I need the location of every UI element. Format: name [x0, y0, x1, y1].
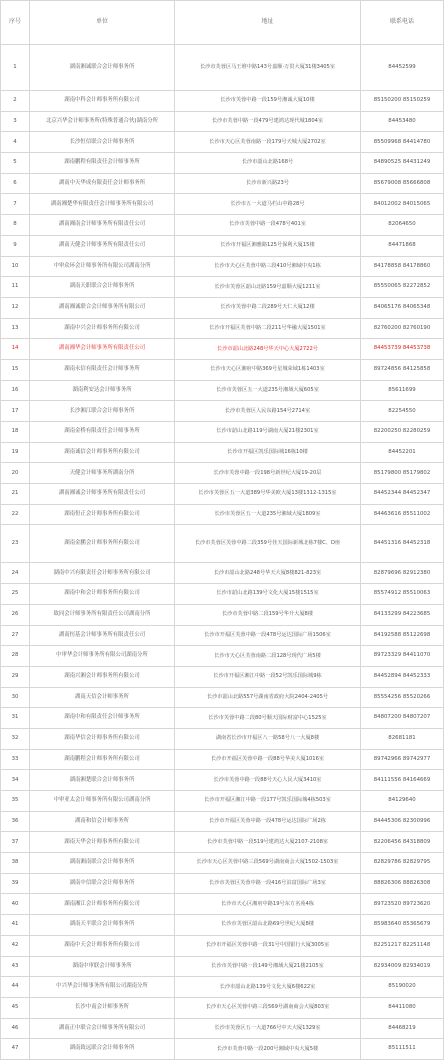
row-index: 44 — [1, 977, 30, 998]
row-address: 长沙市天心区芙蓉南路一段179号天城大厦2702室 — [175, 132, 361, 153]
row-index: 28 — [1, 646, 30, 667]
row-phone: 84111556 84164669 — [361, 770, 444, 791]
table-row — [1, 173, 444, 194]
row-address: 长沙市韶山北路119号湖南大厦21楼2301室 — [175, 422, 361, 443]
row-index: 15 — [1, 359, 30, 380]
table-row — [1, 91, 444, 112]
table-row — [1, 977, 444, 998]
row-phone: 84133299 84223685 — [361, 604, 444, 625]
table-row — [1, 563, 444, 584]
row-address: 长沙市韶山北路139号文化大厦6楼622室 — [175, 977, 361, 998]
row-address: 长沙市天心区湘府中路369号星城荣域1栋1403室 — [175, 359, 361, 380]
table-row — [1, 525, 444, 563]
row-index: 33 — [1, 749, 30, 770]
row-unit-name: 湖南鹏程有限责任会计师事务所 — [30, 153, 175, 174]
row-address: 长沙市芙蓉区五一大道389号华美欧大厦13楼1312-1315室 — [175, 484, 361, 505]
row-unit-name: 湖南天职联合会计师事务所 — [30, 277, 175, 298]
table-row — [1, 915, 444, 936]
row-index: 17 — [1, 401, 30, 422]
row-address: 长沙市天心区湘府中路19号东方名苑4栋 — [175, 894, 361, 915]
row-index: 14 — [1, 339, 30, 360]
row-index: 32 — [1, 728, 30, 749]
row-unit-name: 长沙恒信联合会计师事务所 — [30, 132, 175, 153]
row-index: 31 — [1, 708, 30, 729]
row-unit-name: 湖南鹏程会计师事务所有限公司 — [30, 749, 175, 770]
table-row — [1, 277, 444, 298]
row-index: 34 — [1, 770, 30, 791]
row-phone: 84452894 84452333 — [361, 666, 444, 687]
table-row — [1, 625, 444, 646]
table-row — [1, 442, 444, 463]
table-row — [1, 256, 444, 277]
row-index: 7 — [1, 194, 30, 215]
row-phone: 85190020 — [361, 977, 444, 998]
table-row — [1, 687, 444, 708]
row-phone: 85509968 84414780 — [361, 132, 444, 153]
row-index: 45 — [1, 997, 30, 1018]
row-address: 长沙市开福区湘江中路一段52号凯乐国际城9栋 — [175, 666, 361, 687]
row-index: 30 — [1, 687, 30, 708]
row-unit-name: 中审众环会计师事务所有限公司湖南分所 — [30, 256, 175, 277]
row-index: 36 — [1, 811, 30, 832]
row-address: 长沙市芙蓉中路一段479号建鸿达现代城1804室 — [175, 111, 361, 132]
row-unit-name: 湖南湘南会计师事务所有限责任公司 — [30, 215, 175, 236]
row-address: 长沙市开福区凯乐国际城16栋10楼 — [175, 442, 361, 463]
table-row — [1, 873, 444, 894]
row-address: 长沙市芙蓉中路一段88号天心人民大厦3410室 — [175, 770, 361, 791]
table-row — [1, 235, 444, 256]
row-index: 10 — [1, 256, 30, 277]
row-index: 4 — [1, 132, 30, 153]
row-index: 18 — [1, 422, 30, 443]
row-unit-name: 湖南湘南联合会计师事务所 — [30, 853, 175, 874]
row-unit-name: 湖南天信会计师事务所 — [30, 687, 175, 708]
header-unit: 单位 — [30, 1, 175, 45]
row-unit-name: 湖南中审联会计师事务所 — [30, 956, 175, 977]
row-phone: 84451316 84452318 — [361, 525, 444, 563]
row-phone: 82681181 — [361, 728, 444, 749]
row-index: 37 — [1, 832, 30, 853]
row-phone: 82879696 82912380 — [361, 563, 444, 584]
row-unit-name: 湖南金桥有限责任会计师事务所 — [30, 422, 175, 443]
row-phone: 84453739 84453738 — [361, 339, 444, 360]
row-phone: 85574912 85510063 — [361, 584, 444, 605]
table-row — [1, 504, 444, 525]
row-phone: 82200250 82280259 — [361, 422, 444, 443]
row-address: 长沙市开福区芙蓉中路一段31号中国银行大厦3005室 — [175, 935, 361, 956]
row-index: 42 — [1, 935, 30, 956]
row-index: 29 — [1, 666, 30, 687]
row-address: 长沙市开福区芙蓉中路一段478号运达国际广场2栋 — [175, 811, 361, 832]
row-unit-name: 湖南湘华会计师事务所有限责任公司 — [30, 339, 175, 360]
row-phone: 85983640 85365679 — [361, 915, 444, 936]
row-unit-name: 湖南湘诚会计师事务所有限责任公司 — [30, 484, 175, 505]
row-phone: 84468219 — [361, 1018, 444, 1039]
table-row — [1, 45, 444, 91]
row-phone: 84807200 84807207 — [361, 708, 444, 729]
row-address: 长沙市芙蓉区五一大道766号中天大厦1329室 — [175, 1018, 361, 1039]
row-phone: 84178858 84178860 — [361, 256, 444, 277]
row-index: 19 — [1, 442, 30, 463]
row-phone: 85179800 85179802 — [361, 463, 444, 484]
row-address: 长沙市天心区芙蓉南路二段128号现代广场5楼 — [175, 646, 361, 667]
table-row — [1, 422, 444, 443]
row-index: 47 — [1, 1039, 30, 1060]
row-index: 20 — [1, 463, 30, 484]
table-row — [1, 853, 444, 874]
row-unit-name: 湖南中兴有限责任会计师事务所有限公司 — [30, 563, 175, 584]
row-unit-name: 湖南中天华成有限责任会计师事务所 — [30, 173, 175, 194]
row-index: 13 — [1, 318, 30, 339]
row-address: 长沙市芙蓉区人民东路154号2714室 — [175, 401, 361, 422]
row-address: 长沙市芙蓉区韶山北路159号嘉顺大厦1211室 — [175, 277, 361, 298]
row-unit-name: 湖南和信会计师事务所 — [30, 811, 175, 832]
row-unit-name: 天健会计师事务所湖南分所 — [30, 463, 175, 484]
row-phone: 84192588 85122698 — [361, 625, 444, 646]
row-index: 40 — [1, 894, 30, 915]
row-index: 2 — [1, 91, 30, 112]
row-address: 长沙市芙蓉中路二段80号顺天国际财富中心1525室 — [175, 708, 361, 729]
table-row — [1, 359, 444, 380]
table-row — [1, 297, 444, 318]
row-unit-name: 湖南湘诚联合会计师事务所有限公司 — [30, 297, 175, 318]
row-phone: 84065176 84065348 — [361, 297, 444, 318]
row-index: 8 — [1, 215, 30, 236]
table-row — [1, 728, 444, 749]
row-index: 3 — [1, 111, 30, 132]
row-unit-name: 湖南正中联合会计师事务所有限公司 — [30, 1018, 175, 1039]
table-row — [1, 1018, 444, 1039]
row-index: 1 — [1, 45, 30, 91]
row-phone: 85111511 — [361, 1039, 444, 1060]
row-phone: 84129640 — [361, 791, 444, 812]
table-row — [1, 791, 444, 812]
table-row — [1, 153, 444, 174]
row-phone: 82254550 — [361, 401, 444, 422]
row-phone: 85150200 85150259 — [361, 91, 444, 112]
row-address: 长沙市芙蓉中路一段519号建鸿达大厦2107-2108室 — [175, 832, 361, 853]
row-phone: 82064650 — [361, 215, 444, 236]
row-address: 长沙市芙蓉中路一段159号湘诚大厦10楼 — [175, 91, 361, 112]
row-index: 11 — [1, 277, 30, 298]
row-address: 长沙市新兴路23号 — [175, 173, 361, 194]
row-unit-name: 湖南天华会计师事务所有限公司 — [30, 832, 175, 853]
row-index: 16 — [1, 380, 30, 401]
row-address: 长沙市芙蓉区芙蓉中路一段416号泊富国际广场3室 — [175, 873, 361, 894]
row-index: 12 — [1, 297, 30, 318]
row-address: 长沙市韶山北路557号湖南省政府大院2404-2405号 — [175, 687, 361, 708]
row-address: 长沙市芙蓉中路二段289号天仁大厦12楼 — [175, 297, 361, 318]
row-index: 5 — [1, 153, 30, 174]
row-address: 长沙市天心区芙蓉中路三段410号湘域中央1栋 — [175, 256, 361, 277]
row-address: 长沙市天心区芙蓉中路三段569号湖南商会大厦803室 — [175, 997, 361, 1018]
row-index: 38 — [1, 853, 30, 874]
row-unit-name: 致同会计师事务所有限责任公司湖南分所 — [30, 604, 175, 625]
row-index: 23 — [1, 525, 30, 563]
row-index: 26 — [1, 604, 30, 625]
row-address: 长沙市开福区芙蓉中路二段211号华融大厦1501室 — [175, 318, 361, 339]
table-header-row — [1, 1, 444, 45]
table-row — [1, 111, 444, 132]
row-unit-name: 湖南华信会计师事务所有限公司 — [30, 728, 175, 749]
header-address: 地址 — [175, 1, 361, 45]
row-unit-name: 湖南湘楚华有限责任会计师事务所有限公司 — [30, 194, 175, 215]
row-unit-name: 湖南恒正会计师事务所有限公司 — [30, 504, 175, 525]
row-address: 长沙市芙蓉中路一段200号湘域中央大厦5楼 — [175, 1039, 361, 1060]
row-phone: 84453480 — [361, 111, 444, 132]
row-index: 35 — [1, 791, 30, 812]
row-address: 长沙市五一大道马栏山中路28号 — [175, 194, 361, 215]
row-phone: 85550065 82272852 — [361, 277, 444, 298]
row-unit-name: 湖南利安达会计师事务所 — [30, 380, 175, 401]
row-phone: 88826306 88826308 — [361, 873, 444, 894]
row-unit-name: 湖南兴湘会计师事务所有限公司 — [30, 666, 175, 687]
row-unit-name: 长沙湘江联合会计师事务所 — [30, 401, 175, 422]
row-phone: 84452201 — [361, 442, 444, 463]
row-address: 长沙市开福区湘江中路一段177号凯乐国际城4栋503室 — [175, 791, 361, 812]
row-unit-name: 湖南天健会计师事务所有限责任公司 — [30, 235, 175, 256]
row-phone: 85611699 — [361, 380, 444, 401]
row-unit-name: 长沙中南会计师事务所 — [30, 997, 175, 1018]
row-unit-name: 湖南诚信会计师事务所有限公司 — [30, 442, 175, 463]
table-row — [1, 894, 444, 915]
row-phone: 84463616 85511002 — [361, 504, 444, 525]
row-phone: 82206456 84318809 — [361, 832, 444, 853]
row-unit-name: 北京兴华会计师事务所(特殊普通合伙)湖南分所 — [30, 111, 175, 132]
row-unit-name: 湖南湘楚联合会计师事务所 — [30, 770, 175, 791]
row-address: 长沙市芙蓉区马王堆中路143号嘉顺·万贯大厦31楼3405室 — [175, 45, 361, 91]
row-address: 长沙市芙蓉中路一段478号401室 — [175, 215, 361, 236]
row-address: 长沙市芙蓉区芙蓉中路二段359号佳天国际新城北栋7楼C、D座 — [175, 525, 361, 563]
row-index: 25 — [1, 584, 30, 605]
table-row — [1, 666, 444, 687]
table-row — [1, 935, 444, 956]
table-row — [1, 194, 444, 215]
table-row — [1, 401, 444, 422]
row-address: 长沙市开福区湘雅路125号保利大厦15楼 — [175, 235, 361, 256]
row-phone: 84445306 82300996 — [361, 811, 444, 832]
row-unit-name: 湖南天平联合会计师事务所 — [30, 915, 175, 936]
row-unit-name: 湖南中天会计师事务所有限公司 — [30, 935, 175, 956]
row-unit-name: 湖南中兴会计师事务所有限公司 — [30, 318, 175, 339]
row-phone: 89723520 89723620 — [361, 894, 444, 915]
row-address: 长沙市韶山北路248号华天大厦8楼821-823室 — [175, 563, 361, 584]
table-row — [1, 770, 444, 791]
row-unit-name: 中兴华会计师事务所有限公司湖南分所 — [30, 977, 175, 998]
table-row — [1, 132, 444, 153]
row-phone: 84471868 — [361, 235, 444, 256]
row-phone: 89742966 89742977 — [361, 749, 444, 770]
table-row — [1, 749, 444, 770]
table-row — [1, 956, 444, 977]
row-phone: 85679008 85666808 — [361, 173, 444, 194]
row-unit-name: 湖南金鹏会计师事务所有限公司 — [30, 525, 175, 563]
row-phone: 84452599 — [361, 45, 444, 91]
row-unit-name: 中审华会计师事务所有限公司湖南分所 — [30, 646, 175, 667]
row-phone: 84012002 84015065 — [361, 194, 444, 215]
row-unit-name: 中审亚太会计师事务所有限公司湖南分所 — [30, 791, 175, 812]
table-row — [1, 339, 444, 360]
row-index: 6 — [1, 173, 30, 194]
row-phone: 84411080 — [361, 997, 444, 1018]
row-index: 39 — [1, 873, 30, 894]
row-phone: 89724856 84125858 — [361, 359, 444, 380]
table-row — [1, 484, 444, 505]
row-address: 长沙市天心区芙蓉中路三段569号湖南商会大厦1502-1503室 — [175, 853, 361, 874]
row-index: 24 — [1, 563, 30, 584]
row-index: 27 — [1, 625, 30, 646]
row-address: 长沙市开福区芙蓉中路一段478号运达国际广场1506室 — [175, 625, 361, 646]
row-index: 41 — [1, 915, 30, 936]
row-address: 长沙市芙蓉区五一大道235号湘域大厦605室 — [175, 380, 361, 401]
row-unit-name: 湖南湘诚联合会计师事务所 — [30, 45, 175, 91]
table-row — [1, 463, 444, 484]
row-index: 21 — [1, 484, 30, 505]
row-index: 22 — [1, 504, 30, 525]
row-phone: 85554256 85520266 — [361, 687, 444, 708]
header-index: 序号 — [1, 1, 30, 45]
row-phone: 84890525 84431249 — [361, 153, 444, 174]
row-unit-name: 湖南中信联合会计师事务所 — [30, 873, 175, 894]
table-row — [1, 584, 444, 605]
row-address: 长沙市芙蓉中路一段198号新世纪大厦19-20层 — [175, 463, 361, 484]
row-address: 长沙市芙蓉区韶山北路69号世纪大厦8楼 — [175, 915, 361, 936]
row-address: 长沙市开福区芙蓉中路一段88号华美大厦1016室 — [175, 749, 361, 770]
row-address: 湖南省长沙市开福区八一路58号八一大厦8楼 — [175, 728, 361, 749]
row-address: 长沙市韶山北路248号华天中心大厦2722号 — [175, 339, 361, 360]
table-row — [1, 708, 444, 729]
row-unit-name: 湖南中科会计师事务所有限公司 — [30, 91, 175, 112]
row-index: 43 — [1, 956, 30, 977]
row-address: 长沙市芙蓉中路一段149号湘域大厦21楼2105室 — [175, 956, 361, 977]
row-address: 长沙市韶山北路139号文化大厦15楼1515室 — [175, 584, 361, 605]
table-body — [1, 45, 444, 1060]
table-row — [1, 832, 444, 853]
table-row — [1, 1039, 444, 1060]
row-phone: 82934009 82934019 — [361, 956, 444, 977]
row-unit-name: 湖南致远联合会计师事务所 — [30, 1039, 175, 1060]
row-address: 长沙市芙蓉中路二段159号华升大厦8楼 — [175, 604, 361, 625]
row-index: 9 — [1, 235, 30, 256]
row-index: 46 — [1, 1018, 30, 1039]
table-row — [1, 380, 444, 401]
row-address: 长沙市韶山北路168号 — [175, 153, 361, 174]
row-unit-name: 湖南湘江会计师事务所有限公司 — [30, 894, 175, 915]
row-phone: 82251217 82251148 — [361, 935, 444, 956]
table-row — [1, 604, 444, 625]
row-phone: 82760200 82760190 — [361, 318, 444, 339]
table-row — [1, 811, 444, 832]
header-phone: 联系电话 — [361, 1, 444, 45]
row-unit-name: 湖南永信有限责任会计师事务所 — [30, 359, 175, 380]
row-unit-name: 湖南恒基会计师事务所有限责任公司 — [30, 625, 175, 646]
row-address: 长沙市芙蓉区五一大道235号湘域大厦1809室 — [175, 504, 361, 525]
table-row — [1, 215, 444, 236]
row-unit-name: 湖南中和有限责任会计师事务所 — [30, 708, 175, 729]
row-unit-name: 湖南中和会计师事务所有限公司 — [30, 584, 175, 605]
row-phone: 89723329 84411070 — [361, 646, 444, 667]
table-row — [1, 997, 444, 1018]
table-row — [1, 646, 444, 667]
table-row — [1, 318, 444, 339]
row-phone: 84452344 84452347 — [361, 484, 444, 505]
row-phone: 82829786 82829795 — [361, 853, 444, 874]
